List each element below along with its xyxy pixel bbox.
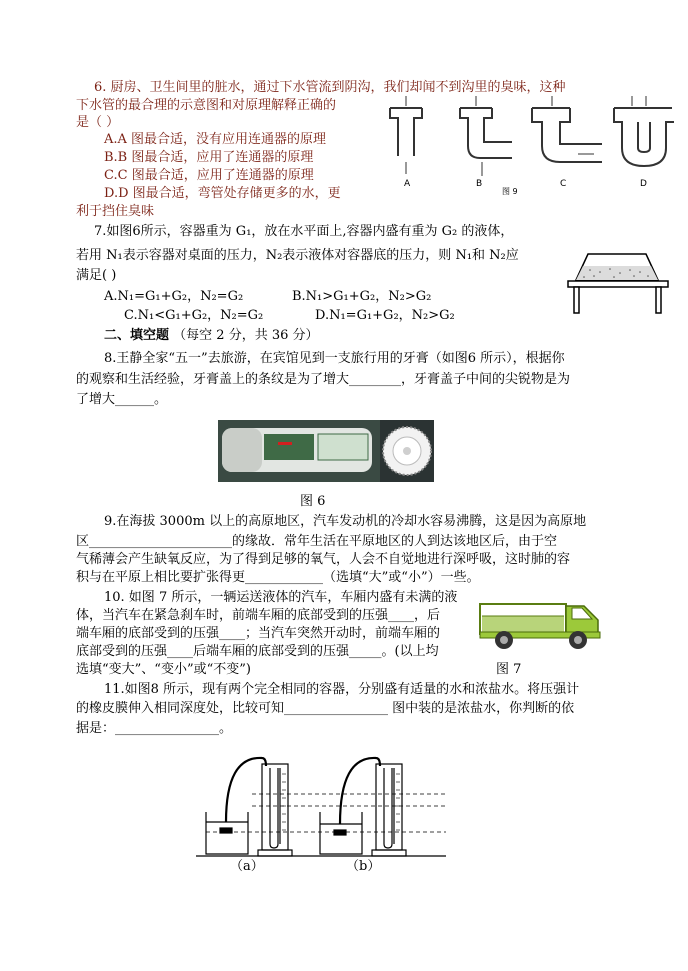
q6-option-a: A.A 图最合适，没有应用连通器的原理 [104,132,327,147]
q7-option-a: A.N₁=G₁+G₂，N₂=G₂ [104,289,244,304]
q6-option-d-cont: 利于挡住臭味 [76,204,155,219]
q10-line2: 体，当汽车在紧急刹车时，前端车厢的底部受到的压强____，后 [76,608,441,623]
fig9-label-a: A [404,179,411,189]
fig9-label-b: B [476,179,483,189]
q9-line4: 积与在平原上相比要扩张得更____________（选填“大”或“小”）一些。 [76,570,480,585]
q6-option-c: C.C 图最合适，应用了连通器的原理 [104,168,314,183]
toothpaste-photo [218,420,434,482]
fig8-label-a: （a） [230,859,264,874]
q10-line1: 10. 如图 7 所示，一辆运送液体的汽车，车厢内盛有未满的液 [104,590,458,605]
q7-line3: 满足( ) [76,268,117,283]
q9-line3: 气稀薄会产生缺氧反应，为了得到足够的氧气，人会不自觉地进行深呼吸，这时肺的容 [76,552,571,567]
drain-pipes-figure [382,96,682,196]
fig8-label-b: （b） [346,859,381,874]
q10-line3: 端车厢的底部受到的压强____；当汽车突然开动时，前端车厢的 [76,626,441,641]
tank-truck-figure [478,590,608,652]
fig7-caption: 图 7 [496,662,522,677]
q6-line1: 6. 厨房、卫生间里的脏水，通过下水管流到阴沟，我们却闻不到沟里的臭味，这种 [94,80,566,95]
q7-option-c: C.N₁<G₁+G₂，N₂=G₂ [124,308,264,323]
q8-line2: 的观察和生活经验，牙膏盖上的条纹是为了增大________，牙膏盖子中间的尖锐物是为 [76,372,571,387]
container-on-table-figure [566,248,671,316]
q7-option-b: B.N₁>G₁+G₂，N₂>G₂ [292,289,432,304]
q10-line4: 底部受到的压强____后端车厢的底部受到的压强_____。(以上均 [76,644,439,659]
q9-line2: 区______________________的缘故．常年生活在平原地区的人到达该地区后，由于空 [76,534,558,549]
q7-line1: 7.如图6所示，容器重为 G₁，放在水平面上,容器内盛有重为 G₂ 的液体， [94,224,514,239]
q11-line2: 的橡皮膜伸入相同深度处，比较可知________________ 图中装的是浓盐水，你判断的依 [76,701,575,716]
fig9-label-c: C [560,179,567,189]
q8-line1: 8.王静全家“五一”去旅游，在宾馆见到一支旅行用的牙膏（如图6 所示），根据你 [104,351,565,366]
fig9-caption: 图 9 [502,187,518,196]
section2-title: 二、填空题 [104,328,170,343]
section2-note: （每空 2 分，共 36 分） [173,328,319,343]
q9-line1: 9.在海拔 3000m 以上的高原地区，汽车发动机的冷却水容易沸腾，这是因为高原地 [104,514,587,529]
q6-option-b: B.B 图最合适，应用了连通器的原理 [104,150,314,165]
section2-header [104,327,319,345]
q11-line1: 11.如图8 所示，现有两个完全相同的容器，分别盛有适量的水和浓盐水。将压强计 [104,682,580,697]
q6-option-d: D.D 图最合适，弯管处存储更多的水，更 [104,186,341,201]
fig9-label-d: D [640,179,647,189]
q10-line5: 选填“变大”、“变小”或“不变”) [76,662,251,677]
q6-line3: 是（ ） [76,115,120,130]
fig6-caption: 图 6 [300,494,326,509]
q6-line2: 下水管的最合理的示意图和对原理解释正确的 [76,98,337,113]
q7-option-d: D.N₁=G₁+G₂，N₂>G₂ [315,308,455,323]
q7-line2: 若用 N₁表示容器对桌面的压力，N₂表示液体对容器底的压力，则 N₁和 N₂应 [76,248,519,263]
q11-line3: 据是：________________。 [76,721,233,736]
pressure-gauge-figure [196,752,446,860]
q8-line3: 了增大______。 [76,392,168,407]
